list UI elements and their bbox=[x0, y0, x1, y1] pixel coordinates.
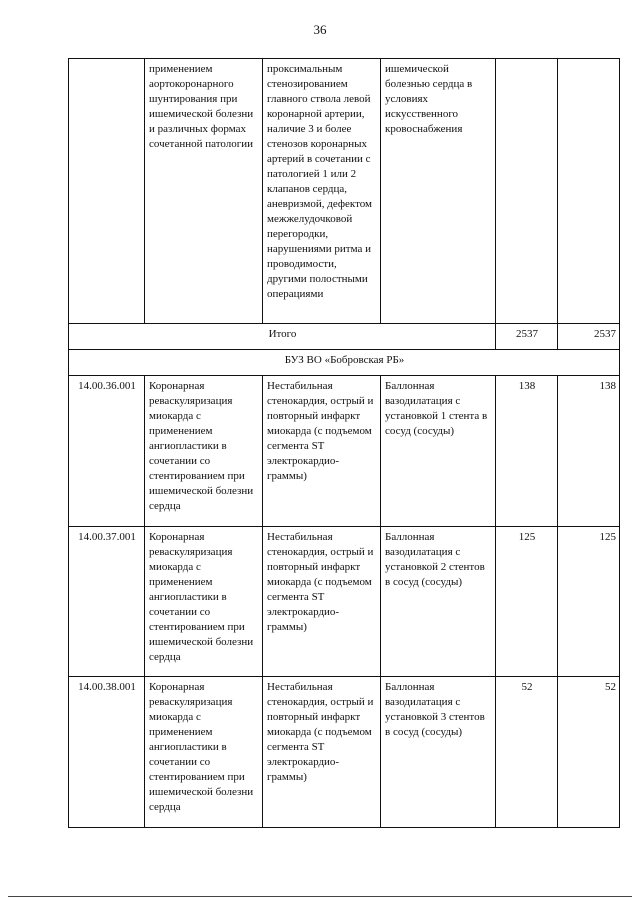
cell-method: Баллонная вазодилатация с установкой 3 стентов в сосуд (сосуды) bbox=[381, 677, 496, 828]
cell-code: 14.00.37.001 bbox=[69, 527, 145, 677]
cell-code: 14.00.36.001 bbox=[69, 376, 145, 527]
page-number: 36 bbox=[313, 22, 327, 37]
cell-code bbox=[69, 59, 145, 324]
cell-value-b: 138 bbox=[558, 376, 620, 527]
cell-value-b: 52 bbox=[558, 677, 620, 828]
cell-value-a: 52 bbox=[496, 677, 558, 828]
cell-indication: Нестабильная стенокардия, острый и повторный инфаркт миокарда (с подъемом сегмента ST электрокардио-граммы) bbox=[263, 677, 381, 828]
table-row bbox=[69, 677, 620, 828]
cell-indication: Нестабильная стенокардия, острый и повторный инфаркт миокарда (с подъемом сегмента ST электрокардио-граммы) bbox=[263, 376, 381, 527]
cell-name: применением аортокоронарного шунтирования при ишемической болезни и различных формах сочетанной патологии bbox=[145, 59, 263, 324]
cell-value-a: 138 bbox=[496, 376, 558, 527]
cell-method: Баллонная вазодилатация с установкой 1 стента в сосуд (сосуды) bbox=[381, 376, 496, 527]
table-row bbox=[69, 376, 620, 527]
section-title: БУЗ ВО «Бобровская РБ» bbox=[69, 350, 620, 376]
cell-value-a bbox=[496, 59, 558, 324]
total-label: Итого bbox=[69, 324, 496, 350]
total-row bbox=[69, 324, 620, 350]
total-value-b: 2537 bbox=[558, 324, 620, 350]
total-value-a: 2537 bbox=[496, 324, 558, 350]
cell-name: Коронарная реваскуляризация миокарда с применением ангиопластики в сочетании со стентированием при ишемической болезни сердца bbox=[145, 376, 263, 527]
bottom-divider bbox=[8, 896, 632, 897]
continued-row bbox=[69, 59, 620, 324]
table-row bbox=[69, 527, 620, 677]
cell-method: ишемической болезнью сердца в условиях искусственного кровоснабжения bbox=[381, 59, 496, 324]
cell-name: Коронарная реваскуляризация миокарда с применением ангиопластики в сочетании со стентированием при ишемической болезни сердца bbox=[145, 677, 263, 828]
cell-name: Коронарная реваскуляризация миокарда с применением ангиопластики в сочетании со стентированием при ишемической болезни сердца bbox=[145, 527, 263, 677]
cell-method: Баллонная вазодилатация с установкой 2 стентов в сосуд (сосуды) bbox=[381, 527, 496, 677]
cell-code: 14.00.38.001 bbox=[69, 677, 145, 828]
services-table bbox=[68, 58, 620, 828]
cell-value-b: 125 bbox=[558, 527, 620, 677]
cell-value-b bbox=[558, 59, 620, 324]
cell-indication: Нестабильная стенокардия, острый и повторный инфаркт миокарда (с подъемом сегмента ST электрокардио-граммы) bbox=[263, 527, 381, 677]
cell-indication: проксимальным стенозированием главного ствола левой коронарной артерии, наличие 3 и более стенозов коронарных артерий в сочетании с патологией 1 или 2 клапанов сердца, аневризмой, дефектом межжелудочковой перегородки, нарушениями ритма и проводимости, другими полостными операциями bbox=[263, 59, 381, 324]
cell-value-a: 125 bbox=[496, 527, 558, 677]
section-row bbox=[69, 350, 620, 376]
